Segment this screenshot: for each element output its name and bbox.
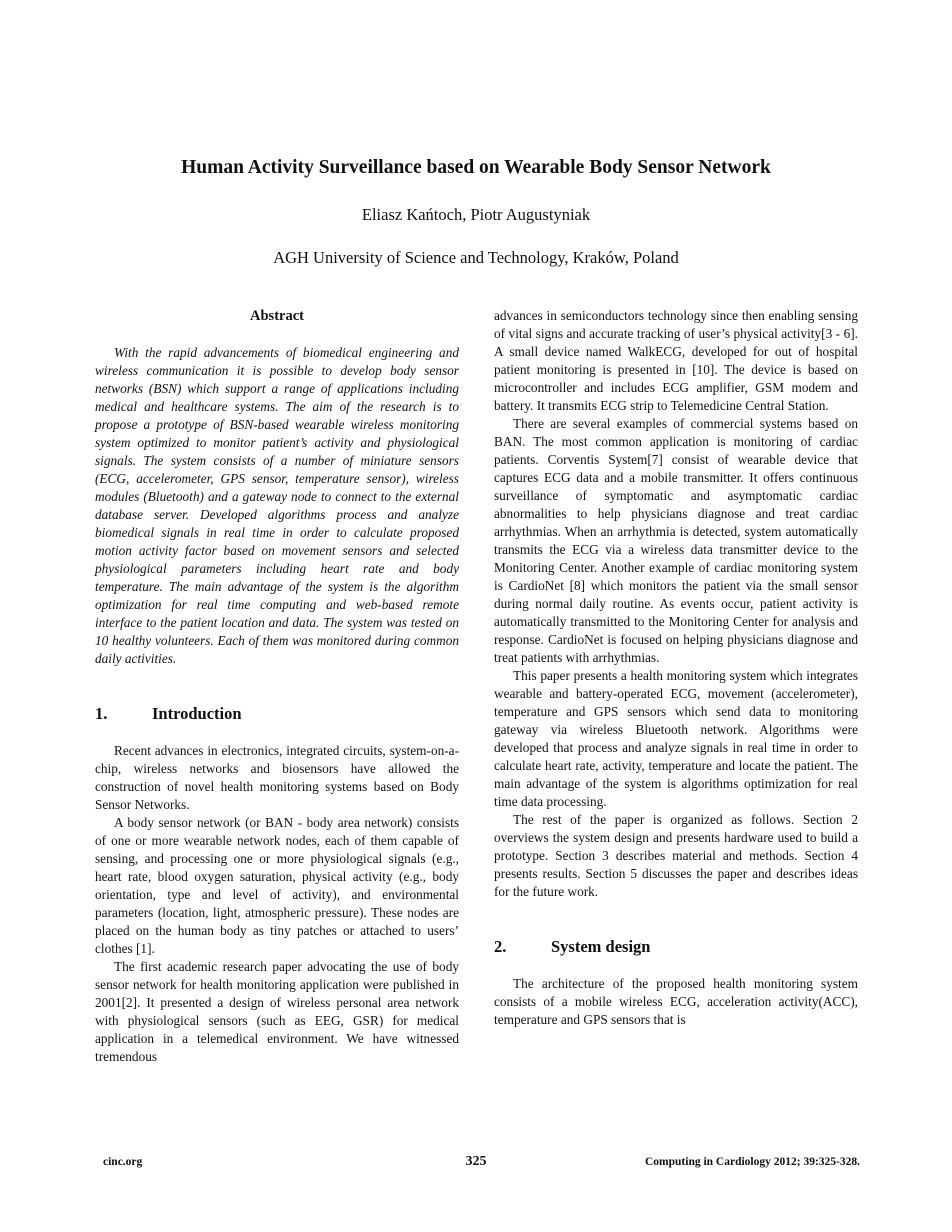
section-title: Introduction	[152, 704, 242, 723]
paper-affiliation: AGH University of Science and Technology, Kraków, Poland	[273, 248, 679, 267]
footer-site: cinc.org	[103, 1156, 143, 1168]
paper-authors: Eliasz Kańtoch, Piotr Augustyniak	[361, 205, 591, 224]
paragraph: There are several examples of commercial systems based on BAN. The most common application is monitoring of cardiac patients. Corventis System[7] consist of wearable device that captures ECG data and a mobile transmitter. It offers continuous surveillance of symptomatic and asymptomatic cardiac abnormalities to help physicians diagnose and treat cardiac arrhythmias. When an arrhythmia is detected, system automatically transmits the ECG via a wireless data transmitter device to the Monitoring Center. Another example of cardiac monitoring system is CardioNet [8] which monitors the patient via the small sensor during normal daily routine. As events occur, patient activity is automatically transmitted to the Monitoring Center for analysis and response. CardioNet is focused on helping physicians diagnose and treat patients with arrhythmias.	[494, 416, 858, 665]
paper-title: Human Activity Surveillance based on Wearable Body Sensor Network	[181, 157, 771, 178]
section-title: System design	[551, 937, 651, 956]
left-column	[95, 307, 459, 1066]
footer-citation: Computing in Cardiology 2012; 39:325-328.	[645, 1156, 860, 1168]
section-number: 1.	[95, 704, 108, 723]
paragraph: The first academic research paper advocating the use of body sensor network for health monitoring application were published in 2001[2]. It presented a design of wireless personal area network with physiological sensors (such as EEG, GSR) for medical application in a telemedical environment. We have witnessed tremendous	[95, 959, 459, 1064]
section-heading-introduction	[95, 705, 459, 723]
paragraph: A body sensor network (or BAN - body area network) consists of one or more wearable network nodes, each of them capable of sensing, and processing one or more physiological signals (e.g., heart rate, blood oxygen saturation, physical activity (e.g., body orientation, type and level of activity), and environmental parameters (location, light, atmospheric pressure). These nodes are placed on the human body as tiny patches or attached to users’ clothes [1].	[95, 815, 459, 956]
right-column	[494, 307, 858, 1029]
paragraph: Recent advances in electronics, integrated circuits, system-on-a-chip, wireless networks and biosensors have allowed the construction of novel health monitoring systems based on Body Sensor Networks.	[95, 743, 459, 812]
abstract-heading: Abstract	[250, 308, 304, 324]
section-heading-system-design	[494, 938, 858, 956]
paragraph: advances in semiconductors technology since then enabling sensing of vital signs and accurate tracking of user’s physical activity[3 - 6]. A small device named WalkECG, developed for out of hospital patient monitoring is presented in [10]. The device is based on microcontroller and includes ECG amplifier, GSM modem and battery. It transmits ECG strip to Telemedicine Central Station.	[494, 308, 858, 413]
section-number: 2.	[494, 937, 507, 956]
page-number: 325	[465, 1154, 487, 1169]
abstract-text: With the rapid advancements of biomedical engineering and wireless communication it is possible to develop body sensor networks (BSN) which support a range of applications including medical and healthcare systems. The aim of the research is to propose a prototype of BSN-based wearable wireless monitoring system optimized to monitor patient’s activity and physiological signals. The system consists of a number of miniature sensors (ECG, accelerometer, GPS sensor, temperature sensor), wireless modules (Bluetooth) and a gateway node to connect to the external database server. Developed algorithms process and analyze biomedical signals in real time in order to calculate proposed motion activity factor based on movement sensors and selected physiological parameters including heart rate and body temperature. The main advantage of the system is the algorithm optimization for real time computing and web-based remote interface to the patient location and data. The system was tested on 10 healthy volunteers. Each of them was monitored during common daily activities.	[95, 345, 459, 666]
paragraph: This paper presents a health monitoring system which integrates wearable and battery-operated ECG, movement (accelerometer), temperature and GPS sensors which send data to monitoring gateway via wireless Bluetooth network. Algorithms were developed that process and analyze signals in real time in order to calculate heart rate, activity, temperature and locate the patient. The main advantage of the system is algorithms optimization for real time data processing.	[494, 668, 858, 809]
paragraph: The architecture of the proposed health monitoring system consists of a mobile wireless ECG, acceleration activity(ACC), temperature and GPS sensors that is	[494, 976, 858, 1027]
paragraph: The rest of the paper is organized as follows. Section 2 overviews the system design and presents hardware used to build a prototype. Section 3 describes material and methods. Section 4 presents results. Section 5 discusses the paper and describes ideas for the future work.	[494, 812, 858, 899]
